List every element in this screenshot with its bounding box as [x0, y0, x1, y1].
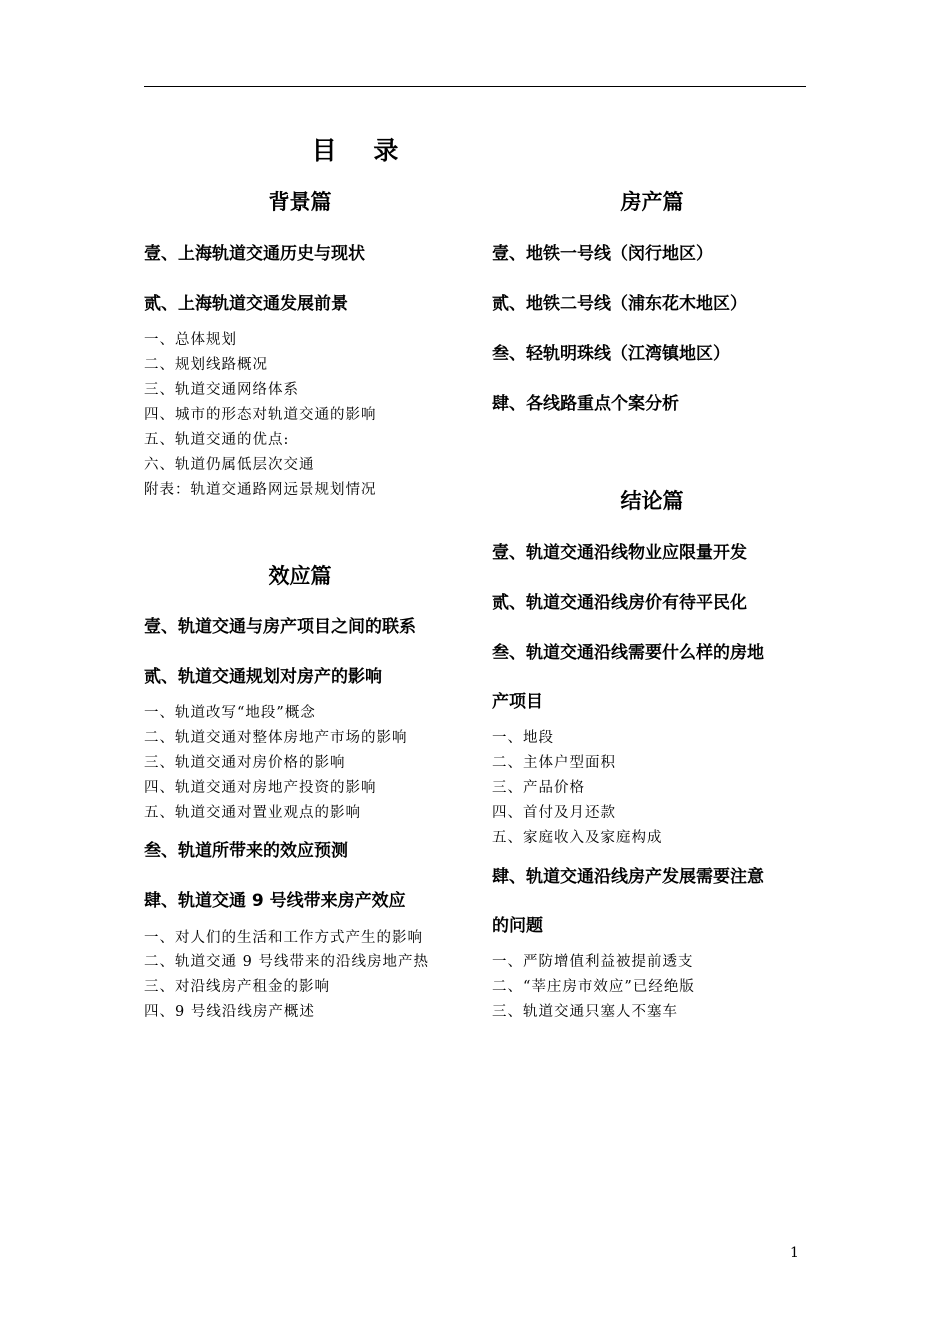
toc-item[interactable]: 二、规划线路概况	[144, 357, 268, 373]
toc-title: 目 录	[311, 136, 413, 165]
toc-heading[interactable]: 叁、轻轨明珠线（江湾镇地区）	[492, 344, 730, 364]
toc-item[interactable]: 五、轨道交通对置业观点的影响	[144, 805, 361, 821]
toc-item[interactable]: 一、地段	[492, 730, 554, 746]
toc-item[interactable]: 二、主体户型面积	[492, 755, 616, 771]
toc-heading[interactable]: 壹、轨道交通沿线物业应限量开发	[492, 543, 747, 563]
toc-item[interactable]: 一、总体规划	[144, 332, 237, 348]
toc-item[interactable]: 五、轨道交通的优点:	[144, 432, 290, 448]
toc-item[interactable]: 四、轨道交通对房地产投资的影响	[144, 780, 377, 796]
header-rule	[144, 86, 806, 87]
toc-item[interactable]: 附表：轨道交通路网远景规划情况	[144, 482, 377, 498]
toc-item[interactable]: 一、对人们的生活和工作方式产生的影响	[144, 930, 423, 946]
toc-heading[interactable]: 肆、各线路重点个案分析	[492, 394, 679, 414]
toc-item[interactable]: 一、严防增值利益被提前透支	[492, 954, 694, 970]
toc-item[interactable]: 三、轨道交通对房价格的影响	[144, 755, 346, 771]
section-heading-conclusion: 结论篇	[620, 489, 684, 513]
toc-heading[interactable]: 壹、轨道交通与房产项目之间的联系	[144, 617, 416, 637]
section-heading-property: 房产篇	[620, 190, 684, 214]
toc-heading[interactable]: 叁、轨道交通沿线需要什么样的房地	[492, 643, 764, 663]
toc-item[interactable]: 四、城市的形态对轨道交通的影响	[144, 407, 377, 423]
toc-heading[interactable]: 壹、上海轨道交通历史与现状	[144, 244, 365, 264]
toc-item[interactable]: 四、9 号线沿线房产概述	[144, 1004, 315, 1020]
toc-item[interactable]: 三、产品价格	[492, 780, 585, 796]
toc-item[interactable]: 三、对沿线房产租金的影响	[144, 979, 330, 995]
toc-heading[interactable]: 贰、上海轨道交通发展前景	[144, 294, 348, 314]
toc-heading[interactable]: 肆、轨道交通 9 号线带来房产效应	[144, 891, 406, 911]
toc-heading-continued[interactable]: 的问题	[492, 916, 543, 936]
toc-heading[interactable]: 贰、轨道交通规划对房产的影响	[144, 667, 382, 687]
toc-item[interactable]: 三、轨道交通网络体系	[144, 382, 299, 398]
toc-item[interactable]: 五、家庭收入及家庭构成	[492, 830, 663, 846]
toc-heading[interactable]: 贰、地铁二号线（浦东花木地区）	[492, 294, 747, 314]
toc-item[interactable]: 二、“莘庄房市效应”已经绝版	[492, 979, 695, 995]
toc-item[interactable]: 三、轨道交通只塞人不塞车	[492, 1004, 678, 1020]
toc-item[interactable]: 一、轨道改写“地段”概念	[144, 705, 316, 721]
section-heading-effect: 效应篇	[268, 564, 332, 588]
toc-item[interactable]: 六、轨道仍属低层次交通	[144, 457, 315, 473]
toc-heading[interactable]: 壹、地铁一号线（闵行地区）	[492, 244, 713, 264]
section-heading-background: 背景篇	[268, 190, 332, 214]
toc-heading[interactable]: 叁、轨道所带来的效应预测	[144, 841, 348, 861]
toc-item[interactable]: 二、轨道交通对整体房地产市场的影响	[144, 730, 408, 746]
toc-item[interactable]: 二、轨道交通 9 号线带来的沿线房地产热	[144, 954, 429, 970]
page-number: 1	[790, 1245, 799, 1261]
toc-heading[interactable]: 肆、轨道交通沿线房产发展需要注意	[492, 867, 764, 887]
toc-heading[interactable]: 贰、轨道交通沿线房价有待平民化	[492, 593, 747, 613]
toc-heading-continued[interactable]: 产项目	[492, 692, 543, 712]
toc-item[interactable]: 四、首付及月还款	[492, 805, 616, 821]
